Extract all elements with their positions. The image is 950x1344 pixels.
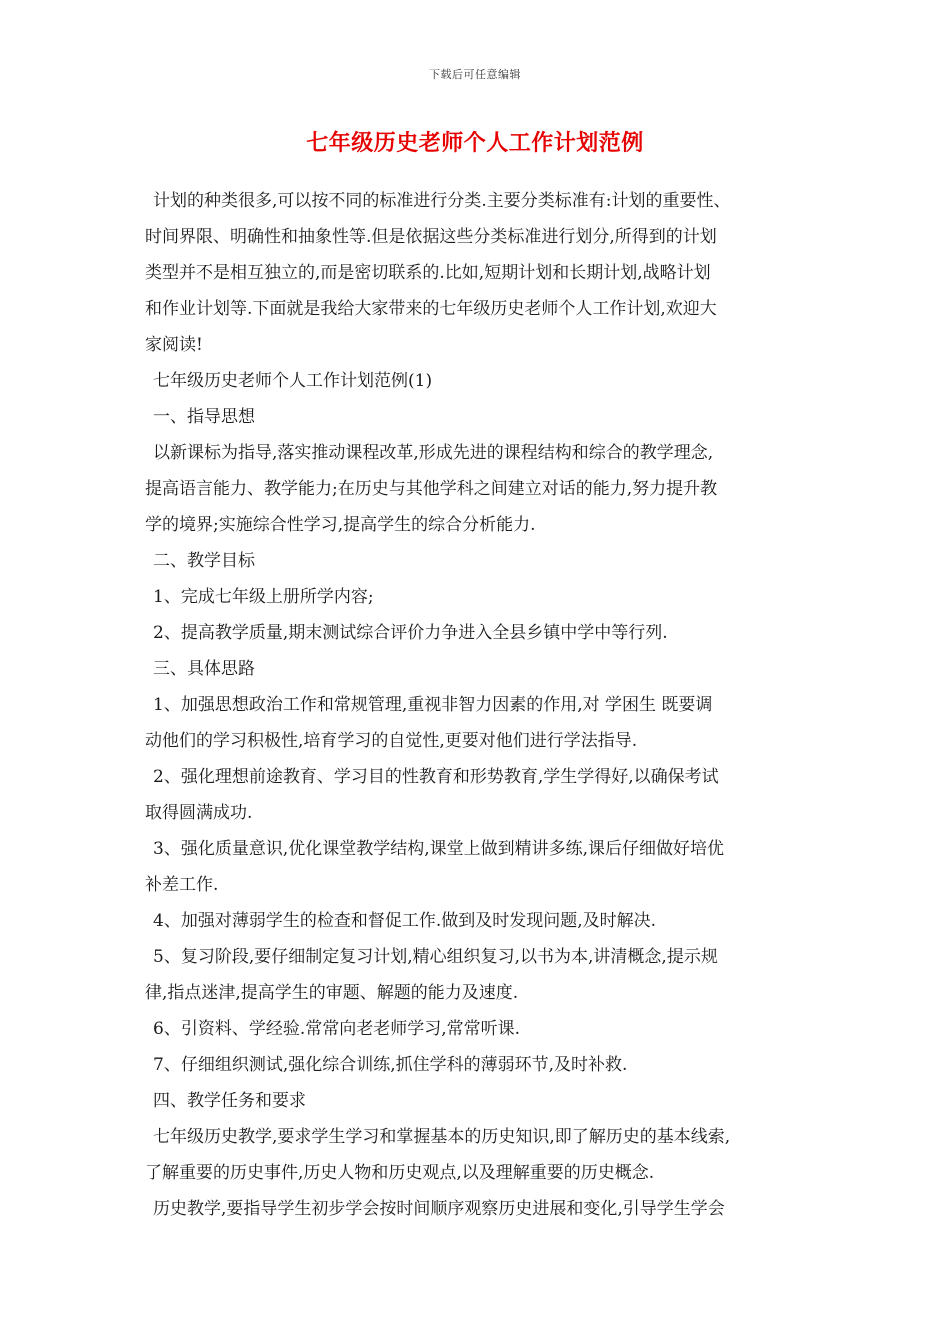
text-line: 1、加强思想政治工作和常规管理,重视非智力因素的作用,对 学困生 既要调: [153, 695, 713, 715]
text-line: 一、指导思想: [153, 407, 255, 427]
text-line: 三、具体思路: [153, 659, 255, 679]
text-line: 时间界限、明确性和抽象性等.但是依据这些分类标准进行划分,所得到的计划: [145, 227, 717, 247]
text-line: 动他们的学习积极性,培育学习的自觉性,更要对他们进行学法指导.: [145, 731, 638, 751]
text-line: 四、教学任务和要求: [153, 1091, 306, 1111]
text-line: 2、提高教学质量,期末测试综合评价力争进入全县乡镇中学中等行列.: [153, 623, 668, 643]
text-line: 家阅读!: [145, 335, 203, 355]
text-line: 取得圆满成功.: [145, 803, 253, 823]
text-line: 和作业计划等.下面就是我给大家带来的七年级历史老师个人工作计划,欢迎大: [145, 299, 717, 319]
text-line: 了解重要的历史事件,历史人物和历史观点,以及理解重要的历史概念.: [145, 1163, 655, 1183]
text-line: 二、教学目标: [153, 551, 255, 571]
text-line: 历史教学,要指导学生初步学会按时间顺序观察历史进展和变化,引导学生学会: [153, 1199, 725, 1219]
text-line: 补差工作.: [145, 875, 219, 895]
document-title: 七年级历史老师个人工作计划范例: [306, 130, 644, 156]
document-body: [145, 183, 813, 1227]
text-line: 1、完成七年级上册所学内容;: [153, 587, 374, 607]
text-line: 7、仔细组织测试,强化综合训练,抓住学科的薄弱环节,及时补救.: [153, 1055, 628, 1075]
text-line: 七年级历史教学,要求学生学习和掌握基本的历史知识,即了解历史的基本线索,: [153, 1127, 731, 1147]
text-line: 计划的种类很多,可以按不同的标准进行分类.主要分类标准有:计划的重要性、: [153, 191, 731, 211]
text-line: 学的境界;实施综合性学习,提高学生的综合分析能力.: [145, 515, 536, 535]
text-line: 5、复习阶段,要仔细制定复习计划,精心组织复习,以书为本,讲清概念,提示规: [153, 947, 718, 967]
text-line: 七年级历史老师个人工作计划范例(1): [153, 371, 433, 391]
text-line: 3、强化质量意识,优化课堂教学结构,课堂上做到精讲多练,课后仔细做好培优: [153, 839, 725, 859]
text-line: 类型并不是相互独立的,而是密切联系的.比如,短期计划和长期计划,战略计划: [145, 263, 711, 283]
text-line: 律,指点迷津,提高学生的审题、解题的能力及速度.: [145, 983, 519, 1003]
text-line: 2、强化理想前途教育、学习目的性教育和形势教育,学生学得好,以确保考试: [153, 767, 719, 787]
text-line: 提高语言能力、教学能力;在历史与其他学科之间建立对话的能力,努力提升教: [145, 479, 718, 499]
text-line: 以新课标为指导,落实推动课程改革,形成先进的课程结构和综合的教学理念,: [153, 443, 714, 463]
text-line: 4、加强对薄弱学生的检查和督促工作.做到及时发现问题,及时解决.: [153, 911, 657, 931]
text-line: 6、引资料、学经验.常常向老老师学习,常常听课.: [153, 1019, 521, 1039]
header-note: 下载后可任意编辑: [429, 68, 521, 81]
